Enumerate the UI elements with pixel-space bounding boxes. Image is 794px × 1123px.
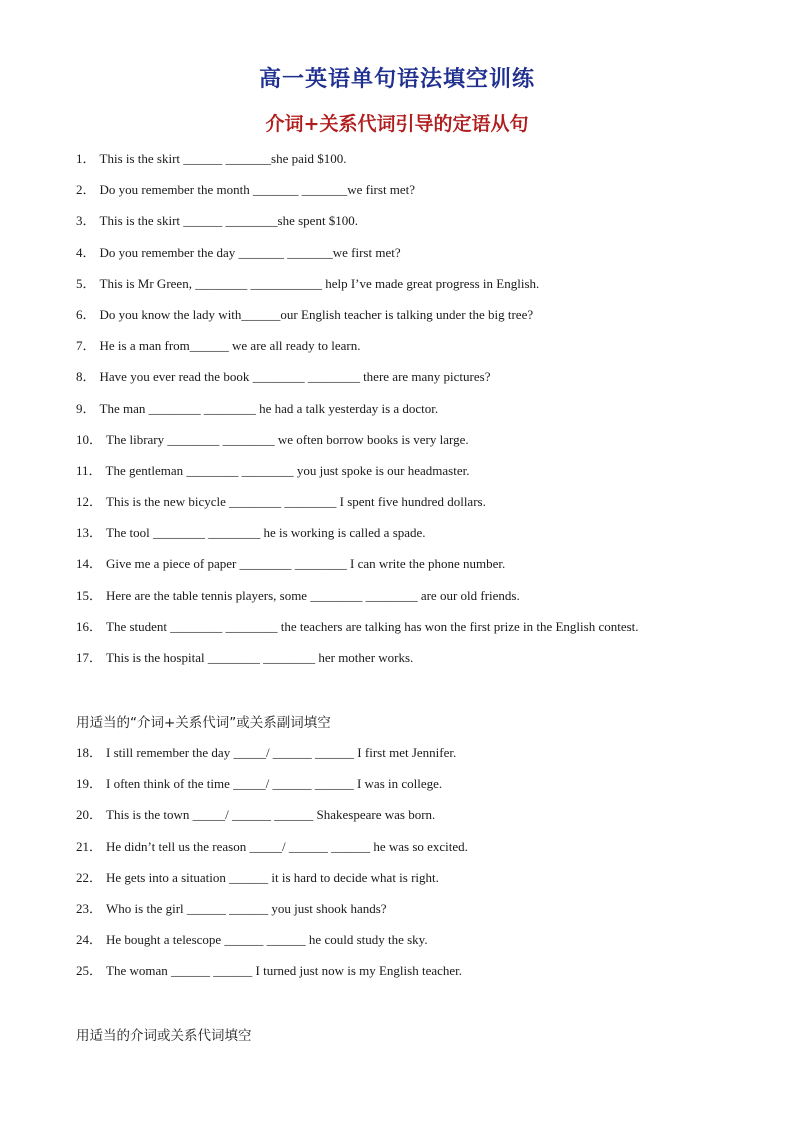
question-text: This is the skirt ______ ________she spent $100. bbox=[99, 213, 359, 229]
question-text: The man ________ ________ he had a talk yesterday is a doctor. bbox=[99, 400, 439, 416]
question-text: He gets into a situation ______ it is hard to decide what is right. bbox=[106, 869, 439, 885]
question-item bbox=[76, 330, 756, 361]
question-text: This is Mr Green, ________ ___________ help I’ve made great progress in English. bbox=[99, 275, 540, 291]
question-number: 8． bbox=[76, 369, 96, 385]
question-text: This is the hospital ________ ________ her mother works. bbox=[106, 650, 414, 665]
question-text: Do you know the lady with______our English teacher is talking under the big tree? bbox=[99, 306, 534, 322]
question-item bbox=[76, 768, 756, 799]
question-list-section-2 bbox=[76, 737, 756, 987]
section-heading-3: 用适当的介词或关系代词填空 bbox=[76, 1028, 252, 1044]
question-number: 17． bbox=[76, 650, 103, 665]
question-item bbox=[76, 893, 756, 924]
question-number: 19． bbox=[76, 776, 103, 792]
question-number: 18． bbox=[76, 745, 103, 760]
question-item bbox=[76, 737, 756, 768]
section-heading-2: 用适当的“介词+关系代词”或关系副词填空 bbox=[76, 715, 331, 731]
question-text: This is the town _____/ ______ ______ Shakespeare was born. bbox=[106, 807, 436, 823]
question-number: 25． bbox=[76, 963, 103, 979]
question-item bbox=[76, 611, 756, 642]
question-text: He didn’t tell us the reason _____/ ______ ______ he was so excited. bbox=[106, 838, 468, 854]
question-number: 21． bbox=[76, 838, 103, 854]
question-text: The gentleman ________ ________ you just spoke is our headmaster. bbox=[105, 462, 470, 478]
question-list-section-1 bbox=[76, 143, 756, 673]
question-number: 2． bbox=[76, 182, 96, 198]
question-item bbox=[76, 455, 756, 486]
question-text: Here are the table tennis players, some ________ ________ are our old friends. bbox=[106, 587, 520, 603]
question-number: 1． bbox=[76, 151, 96, 166]
question-item bbox=[76, 237, 756, 268]
question-text: The tool ________ ________ he is working is called a spade. bbox=[106, 525, 426, 541]
question-item bbox=[76, 424, 756, 455]
question-text: I often think of the time _____/ ______ ______ I was in college. bbox=[106, 776, 443, 792]
question-text: Do you remember the day _______ _______we first met? bbox=[99, 244, 401, 260]
question-item bbox=[76, 361, 756, 392]
question-text: Who is the girl ______ ______ you just shook hands? bbox=[106, 900, 387, 916]
question-number: 4． bbox=[76, 244, 96, 260]
question-number: 20． bbox=[76, 807, 103, 823]
question-text: He is a man from______ we are all ready to learn. bbox=[99, 338, 361, 354]
question-number: 11． bbox=[76, 462, 102, 478]
question-text: The student ________ ________ the teachers are talking has won the first prize in the English contest. bbox=[106, 618, 639, 634]
question-item bbox=[76, 862, 756, 893]
question-text: I still remember the day _____/ ______ ______ I first met Jennifer. bbox=[106, 745, 457, 760]
question-number: 7． bbox=[76, 338, 96, 354]
question-item bbox=[76, 955, 756, 986]
question-item bbox=[76, 642, 756, 673]
question-item bbox=[76, 924, 756, 955]
question-item bbox=[76, 580, 756, 611]
question-item bbox=[76, 831, 756, 862]
question-number: 12． bbox=[76, 494, 103, 510]
question-number: 14． bbox=[76, 556, 103, 572]
question-text: He bought a telescope ______ ______ he could study the sky. bbox=[106, 932, 428, 948]
question-number: 15． bbox=[76, 587, 103, 603]
question-text: This is the skirt ______ _______she paid $100. bbox=[99, 151, 347, 166]
question-item bbox=[76, 174, 756, 205]
question-item bbox=[76, 393, 756, 424]
page-title: 高一英语单句语法填空训练 bbox=[258, 66, 535, 92]
question-number: 3． bbox=[76, 213, 96, 229]
question-item bbox=[76, 268, 756, 299]
question-number: 23． bbox=[76, 900, 103, 916]
question-number: 16． bbox=[76, 618, 103, 634]
question-text: Have you ever read the book ________ ________ there are many pictures? bbox=[99, 369, 491, 385]
question-text: The woman ______ ______ I turned just now is my English teacher. bbox=[106, 963, 463, 979]
question-item bbox=[76, 486, 756, 517]
question-text: Give me a piece of paper ________ ________ I can write the phone number. bbox=[106, 556, 506, 572]
question-number: 6． bbox=[76, 306, 96, 322]
question-item bbox=[76, 299, 756, 330]
question-item bbox=[76, 143, 756, 174]
question-item bbox=[76, 799, 756, 830]
question-number: 5． bbox=[76, 275, 96, 291]
question-item bbox=[76, 517, 756, 548]
question-text: The library ________ ________ we often borrow books is very large. bbox=[106, 431, 469, 447]
question-number: 13． bbox=[76, 525, 103, 541]
question-number: 10． bbox=[76, 431, 103, 447]
page-subtitle: 介词+关系代词引导的定语从句 bbox=[265, 113, 529, 135]
question-number: 24． bbox=[76, 932, 103, 948]
question-number: 9． bbox=[76, 400, 96, 416]
question-item bbox=[76, 205, 756, 236]
question-item bbox=[76, 548, 756, 579]
question-number: 22． bbox=[76, 869, 103, 885]
question-text: This is the new bicycle ________ ________ I spent five hundred dollars. bbox=[106, 494, 486, 510]
question-text: Do you remember the month _______ _______we first met? bbox=[99, 182, 416, 198]
